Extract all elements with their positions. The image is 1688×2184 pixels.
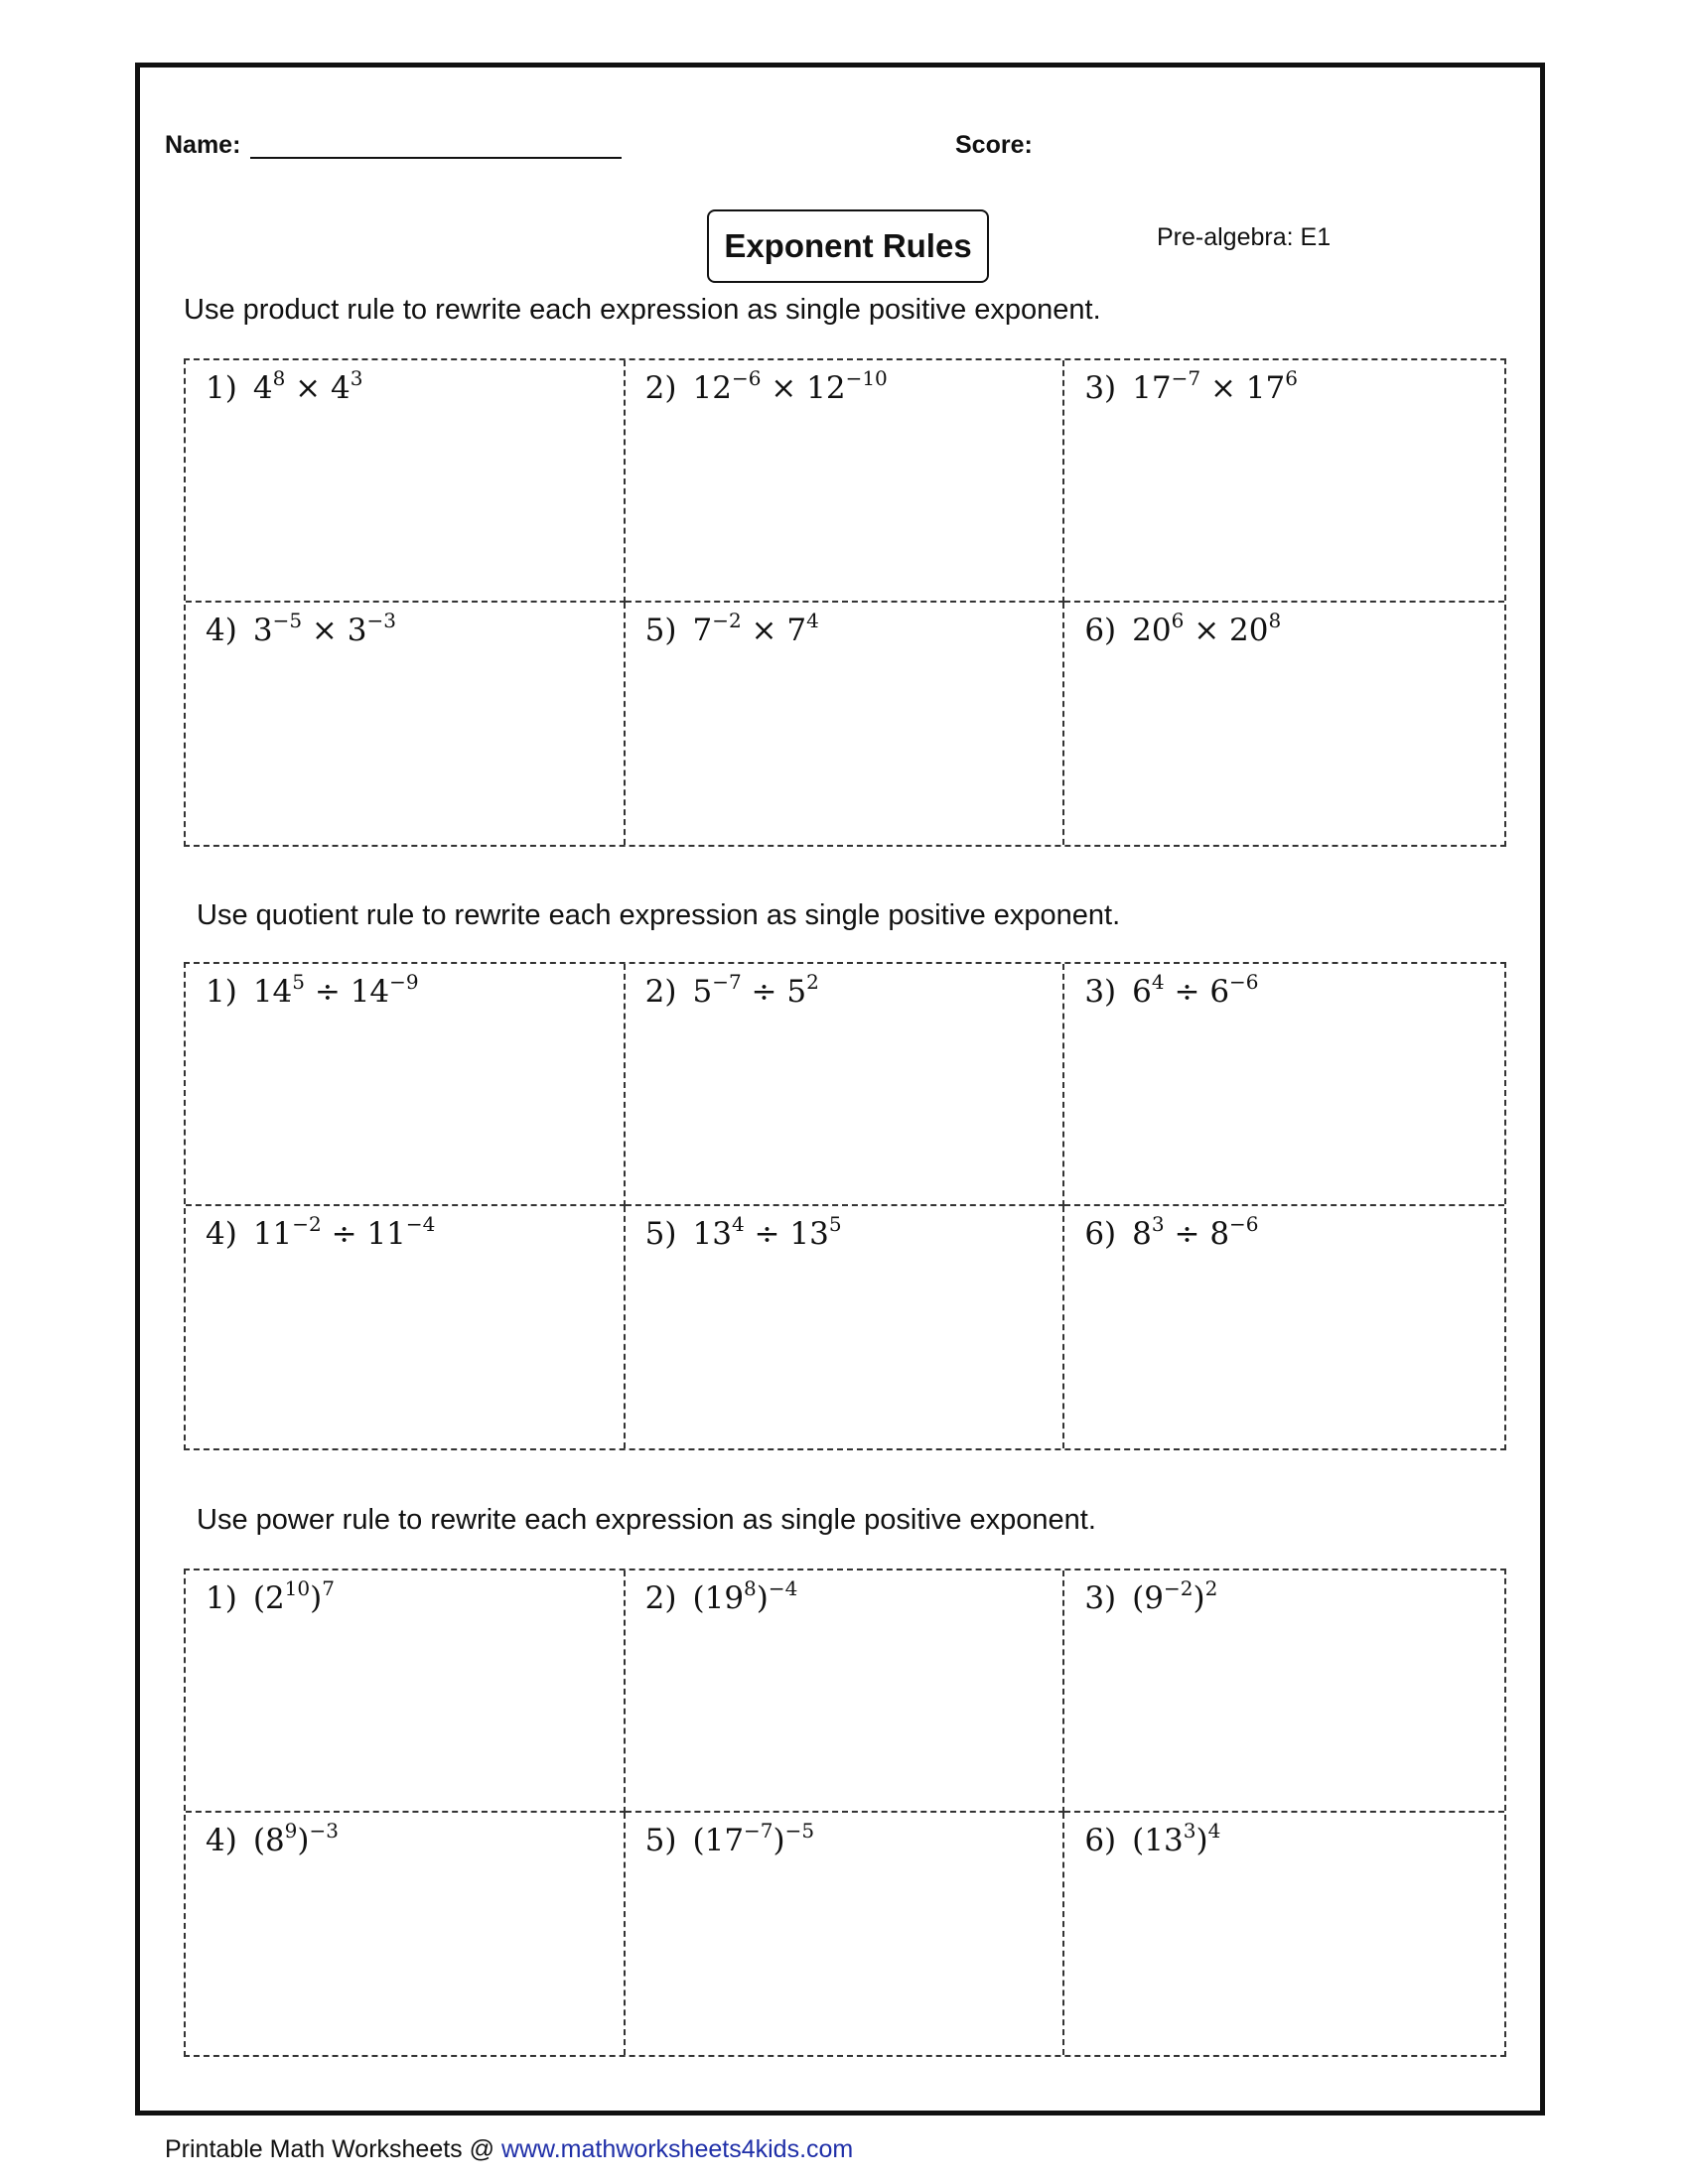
expression-operator: ÷ xyxy=(1164,1216,1210,1252)
expression-exponent: −2 xyxy=(1164,1576,1194,1600)
problem-number: 4) xyxy=(206,1216,237,1252)
expression-base: 14 xyxy=(252,974,293,1010)
expression-exponent: −6 xyxy=(1229,970,1259,994)
problem-number: 5) xyxy=(644,1823,677,1858)
expression-operator: ÷ xyxy=(744,1216,790,1252)
expression-base: 7 xyxy=(786,613,807,648)
problem-number: 3) xyxy=(1084,974,1117,1010)
problem-cell[interactable] xyxy=(186,603,626,845)
expression-base: 12 xyxy=(692,370,732,406)
expression-base: 12 xyxy=(806,370,846,406)
problem-expression xyxy=(1132,366,1298,406)
expression-base: 17 xyxy=(1245,370,1286,406)
problem-expression xyxy=(1132,609,1282,648)
expression-exponent: −4 xyxy=(768,1576,798,1600)
expression-base: 13 xyxy=(1144,1823,1184,1858)
expression-base: 8 xyxy=(264,1823,285,1858)
expression-base: 5 xyxy=(692,974,713,1010)
expression-exponent: 6 xyxy=(1171,609,1185,632)
expression-exponent: −7 xyxy=(712,970,742,994)
expression-exponent: −6 xyxy=(1229,1212,1259,1236)
expression-exponent: 6 xyxy=(1285,366,1298,390)
instruction-quotient-rule: Use quotient rule to rewrite each expression as single positive exponent. xyxy=(197,899,1121,931)
problem-cell[interactable] xyxy=(626,1813,1065,2055)
expression-exponent: 5 xyxy=(828,1212,842,1236)
expression-base: 9 xyxy=(1144,1580,1164,1616)
expression-base: 13 xyxy=(789,1216,829,1252)
expression-exponent: −5 xyxy=(784,1819,815,1843)
problem-cell[interactable] xyxy=(186,360,626,603)
instruction-product-rule: Use product rule to rewrite each expression as single positive exponent. xyxy=(184,294,1101,326)
expression-operator: × xyxy=(285,370,331,406)
expression-base: 5 xyxy=(786,974,807,1010)
expression-operator: ÷ xyxy=(741,974,787,1010)
problem-expression xyxy=(692,970,819,1010)
problem-cell[interactable] xyxy=(1064,964,1504,1206)
expression-exponent: 4 xyxy=(731,1212,745,1236)
name-blank-line[interactable] xyxy=(250,157,622,159)
expression-exponent: −2 xyxy=(712,609,742,632)
expression-operator: ÷ xyxy=(305,974,351,1010)
expression-exponent: 4 xyxy=(806,609,819,632)
expression-base: 17 xyxy=(704,1823,745,1858)
expression-operator: × xyxy=(302,613,348,648)
expression-exponent: 3 xyxy=(1183,1819,1196,1843)
expression-operator: ( xyxy=(252,1580,265,1616)
problem-cell[interactable] xyxy=(1064,1206,1504,1448)
expression-exponent: 8 xyxy=(272,366,286,390)
expression-operator: ( xyxy=(692,1580,705,1616)
problem-expression xyxy=(252,970,419,1010)
problem-cell[interactable] xyxy=(626,964,1065,1206)
problem-expression xyxy=(1132,1819,1221,1858)
expression-base: 13 xyxy=(692,1216,732,1252)
footer-text: Printable Math Worksheets @ xyxy=(165,2135,501,2163)
problem-cell[interactable] xyxy=(1064,1813,1504,2055)
expression-exponent: 2 xyxy=(806,970,819,994)
problem-grid-quotient xyxy=(184,962,1506,1450)
problem-number: 5) xyxy=(644,1216,677,1252)
expression-exponent: −4 xyxy=(405,1212,436,1236)
expression-exponent: 7 xyxy=(322,1576,335,1600)
problem-number: 6) xyxy=(1084,613,1117,648)
problem-expression xyxy=(692,1576,798,1616)
expression-exponent: −3 xyxy=(366,609,396,632)
expression-base: 17 xyxy=(1132,370,1172,406)
footer-link[interactable]: www.mathworksheets4kids.com xyxy=(500,2135,854,2163)
expression-base: 4 xyxy=(252,370,273,406)
instruction-power-rule: Use power rule to rewrite each expression as single positive exponent. xyxy=(197,1504,1096,1536)
problem-cell[interactable] xyxy=(186,1813,626,2055)
expression-exponent: −3 xyxy=(309,1819,339,1843)
expression-base: 20 xyxy=(1132,613,1172,648)
expression-exponent: −9 xyxy=(389,970,419,994)
expression-paren: ) xyxy=(773,1823,785,1858)
problem-expression xyxy=(252,366,363,406)
problem-cell[interactable] xyxy=(626,1570,1065,1813)
problem-cell[interactable] xyxy=(1064,360,1504,603)
expression-base: 2 xyxy=(264,1580,285,1616)
problem-number: 4) xyxy=(206,613,237,648)
expression-base: 8 xyxy=(1132,1216,1152,1252)
expression-operator: × xyxy=(741,613,787,648)
expression-operator: × xyxy=(1200,370,1246,406)
expression-exponent: 4 xyxy=(1151,970,1165,994)
expression-exponent: 4 xyxy=(1207,1819,1221,1843)
problem-expression xyxy=(252,1819,339,1858)
expression-exponent: −7 xyxy=(744,1819,774,1843)
problem-number: 2) xyxy=(644,974,677,1010)
level-label: Pre-algebra: E1 xyxy=(1157,223,1332,251)
expression-exponent: 5 xyxy=(292,970,306,994)
expression-base: 8 xyxy=(1209,1216,1230,1252)
expression-exponent: 8 xyxy=(744,1576,757,1600)
problem-expression xyxy=(692,1212,842,1252)
expression-paren: ) xyxy=(1196,1823,1208,1858)
score-label: Score: xyxy=(955,131,1033,159)
expression-paren: ) xyxy=(310,1580,323,1616)
problem-cell[interactable] xyxy=(626,360,1065,603)
problem-number: 3) xyxy=(1084,370,1117,406)
expression-base: 3 xyxy=(252,613,273,648)
expression-operator: ÷ xyxy=(1164,974,1210,1010)
expression-base: 3 xyxy=(347,613,367,648)
expression-exponent: −5 xyxy=(272,609,303,632)
problem-number: 4) xyxy=(206,1823,237,1858)
problem-number: 2) xyxy=(644,370,677,406)
problem-expression xyxy=(252,1212,436,1252)
problem-expression xyxy=(1132,970,1259,1010)
problem-cell[interactable] xyxy=(626,603,1065,845)
problem-number: 1) xyxy=(206,1580,237,1616)
problem-number: 3) xyxy=(1084,1580,1117,1616)
problem-number: 6) xyxy=(1084,1216,1117,1252)
expression-operator: ÷ xyxy=(321,1216,367,1252)
expression-paren: ) xyxy=(1193,1580,1205,1616)
expression-exponent: 2 xyxy=(1204,1576,1218,1600)
expression-paren: ) xyxy=(297,1823,310,1858)
problem-number: 5) xyxy=(644,613,677,648)
problem-cell[interactable] xyxy=(626,1206,1065,1448)
expression-base: 11 xyxy=(252,1216,293,1252)
expression-base: 14 xyxy=(350,974,390,1010)
problem-expression xyxy=(1132,1576,1218,1616)
expression-exponent: 10 xyxy=(284,1576,311,1600)
expression-base: 6 xyxy=(1132,974,1152,1010)
worksheet-title-text: Exponent Rules xyxy=(724,227,972,264)
problem-expression xyxy=(692,366,888,406)
problem-cell[interactable] xyxy=(1064,1570,1504,1813)
problem-expression xyxy=(692,1819,815,1858)
worksheet-title xyxy=(707,209,989,283)
expression-exponent: −6 xyxy=(731,366,762,390)
expression-operator: × xyxy=(761,370,807,406)
expression-exponent: −10 xyxy=(845,366,888,390)
expression-exponent: 3 xyxy=(1151,1212,1165,1236)
expression-base: 7 xyxy=(692,613,713,648)
expression-exponent: 9 xyxy=(284,1819,298,1843)
problem-expression xyxy=(252,1576,335,1616)
expression-exponent: 8 xyxy=(1268,609,1282,632)
expression-base: 19 xyxy=(704,1580,745,1616)
problem-grid-power xyxy=(184,1569,1506,2057)
expression-operator: ( xyxy=(1132,1580,1145,1616)
footer xyxy=(165,2135,853,2164)
problem-cell[interactable] xyxy=(186,1570,626,1813)
expression-exponent: −7 xyxy=(1171,366,1201,390)
expression-base: 11 xyxy=(366,1216,406,1252)
expression-operator: ( xyxy=(692,1823,705,1858)
problem-cell[interactable] xyxy=(186,964,626,1206)
expression-base: 20 xyxy=(1229,613,1269,648)
problem-expression xyxy=(252,609,396,648)
expression-operator: ( xyxy=(252,1823,265,1858)
problem-expression xyxy=(692,609,819,648)
problem-grid-product xyxy=(184,358,1506,847)
expression-base: 6 xyxy=(1209,974,1230,1010)
expression-operator: ( xyxy=(1132,1823,1145,1858)
problem-cell[interactable] xyxy=(186,1206,626,1448)
expression-paren: ) xyxy=(756,1580,769,1616)
problem-expression xyxy=(1132,1212,1259,1252)
name-label: Name: xyxy=(165,131,241,159)
problem-cell[interactable] xyxy=(1064,603,1504,845)
problem-number: 1) xyxy=(206,974,237,1010)
expression-base: 4 xyxy=(330,370,351,406)
expression-exponent: 3 xyxy=(350,366,363,390)
problem-number: 6) xyxy=(1084,1823,1117,1858)
expression-operator: × xyxy=(1184,613,1230,648)
problem-number: 1) xyxy=(206,370,237,406)
expression-exponent: −2 xyxy=(292,1212,322,1236)
problem-number: 2) xyxy=(644,1580,677,1616)
